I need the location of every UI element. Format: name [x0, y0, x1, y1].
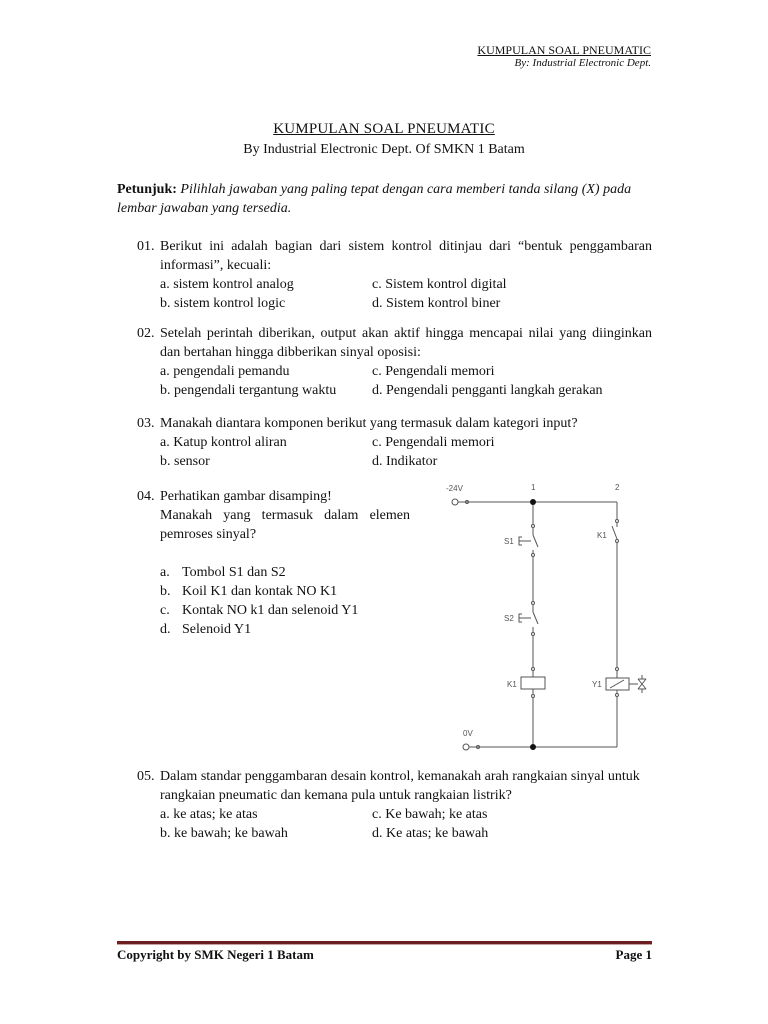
option-d: d. Indikator	[372, 454, 438, 469]
s1-label: S1	[504, 537, 514, 546]
instructions-text: Pilihlah jawaban yang paling tepat dengan cara memberi tanda silang (X) pada lembar jawaban yang tersedia.	[117, 182, 632, 216]
junction-node	[530, 744, 536, 750]
option-a: a. pengendali pemandu	[160, 364, 290, 379]
options	[160, 805, 652, 843]
ground-label: 0V	[463, 729, 473, 738]
junction-node	[530, 499, 536, 505]
question-05	[137, 767, 652, 843]
footer-copyright: Copyright by SMK Negeri 1 Batam	[117, 947, 314, 962]
question-text: Manakah yang termasuk dalam elemen pemroses sinyal?	[160, 508, 410, 542]
s2-label: S2	[504, 614, 514, 623]
instructions	[117, 180, 652, 218]
options	[160, 433, 652, 471]
question-number: 01.	[137, 239, 155, 254]
circuit-diagram	[430, 475, 670, 765]
options	[160, 362, 652, 400]
option-d: d. Pengendali pengganti langkah gerakan	[372, 383, 603, 398]
option-c: c. Sistem kontrol digital	[372, 277, 507, 292]
option-b: b. pengendali tergantung waktu	[160, 383, 337, 398]
column-1-label: 1	[531, 483, 536, 492]
option-d: d. Selenoid Y1	[160, 622, 252, 637]
option-a: a. ke atas; ke atas	[160, 807, 258, 822]
k1-coil-label: K1	[507, 680, 517, 689]
option-c: c. Pengendali memori	[372, 435, 495, 450]
question-02	[137, 324, 652, 400]
options	[160, 275, 652, 313]
options	[160, 563, 427, 639]
option-a: a. sistem kontrol analog	[160, 277, 294, 292]
option-c: c. Ke bawah; ke atas	[372, 807, 488, 822]
question-text: Setelah perintah diberikan, output akan aktif hingga mencapai nilai yang diinginkan dan bertahan hingga dibberikan sinyal oposisi:	[160, 326, 652, 360]
header-title: KUMPULAN SOAL PNEUMATIC	[477, 43, 651, 57]
option-b: b. Koil K1 dan kontak NO K1	[160, 584, 338, 599]
supply-label: -24V	[446, 484, 463, 493]
question-number: 05.	[137, 769, 155, 784]
k1-contact-label: K1	[597, 531, 607, 540]
document-title: KUMPULAN SOAL PNEUMATIC	[273, 121, 495, 137]
question-01	[137, 237, 652, 313]
question-03	[137, 414, 652, 471]
option-a: a. Tombol S1 dan S2	[160, 565, 286, 580]
header-subtitle: By: Industrial Electronic Dept.	[514, 57, 651, 69]
option-b: b. ke bawah; ke bawah	[160, 826, 288, 841]
question-number: 02.	[137, 326, 155, 341]
column-2-label: 2	[615, 483, 620, 492]
question-text: Dalam standar penggambaran desain kontrol, kemanakah arah rangkaian sinyal untuk rangkaian pneumatic dan kemana pula untuk rangkaian listrik?	[160, 769, 640, 803]
question-number: 03.	[137, 416, 155, 431]
question-04	[137, 487, 427, 639]
option-a: a. Katup kontrol aliran	[160, 435, 287, 450]
instructions-label: Petunjuk:	[117, 182, 177, 197]
question-line1: Perhatikan gambar disamping!	[160, 489, 332, 504]
question-number: 04.	[137, 489, 155, 504]
footer-divider	[117, 941, 652, 945]
document-subtitle: By Industrial Electronic Dept. Of SMKN 1 Batam	[243, 142, 525, 157]
y1-label: Y1	[592, 680, 602, 689]
question-text: Berikut ini adalah bagian dari sistem kontrol ditinjau dari “bentuk penggambaran informasi”, kecuali:	[160, 239, 652, 273]
option-c: c. Kontak NO k1 dan selenoid Y1	[160, 603, 359, 618]
option-d: d. Ke atas; ke bawah	[372, 826, 489, 841]
option-d: d. Sistem kontrol biner	[372, 296, 501, 311]
option-c: c. Pengendali memori	[372, 364, 495, 379]
question-text: Manakah diantara komponen berikut yang termasuk dalam kategori input?	[160, 416, 578, 431]
footer-page-number: Page 1	[615, 947, 652, 962]
option-b: b. sistem kontrol logic	[160, 296, 286, 311]
option-b: b. sensor	[160, 454, 210, 469]
